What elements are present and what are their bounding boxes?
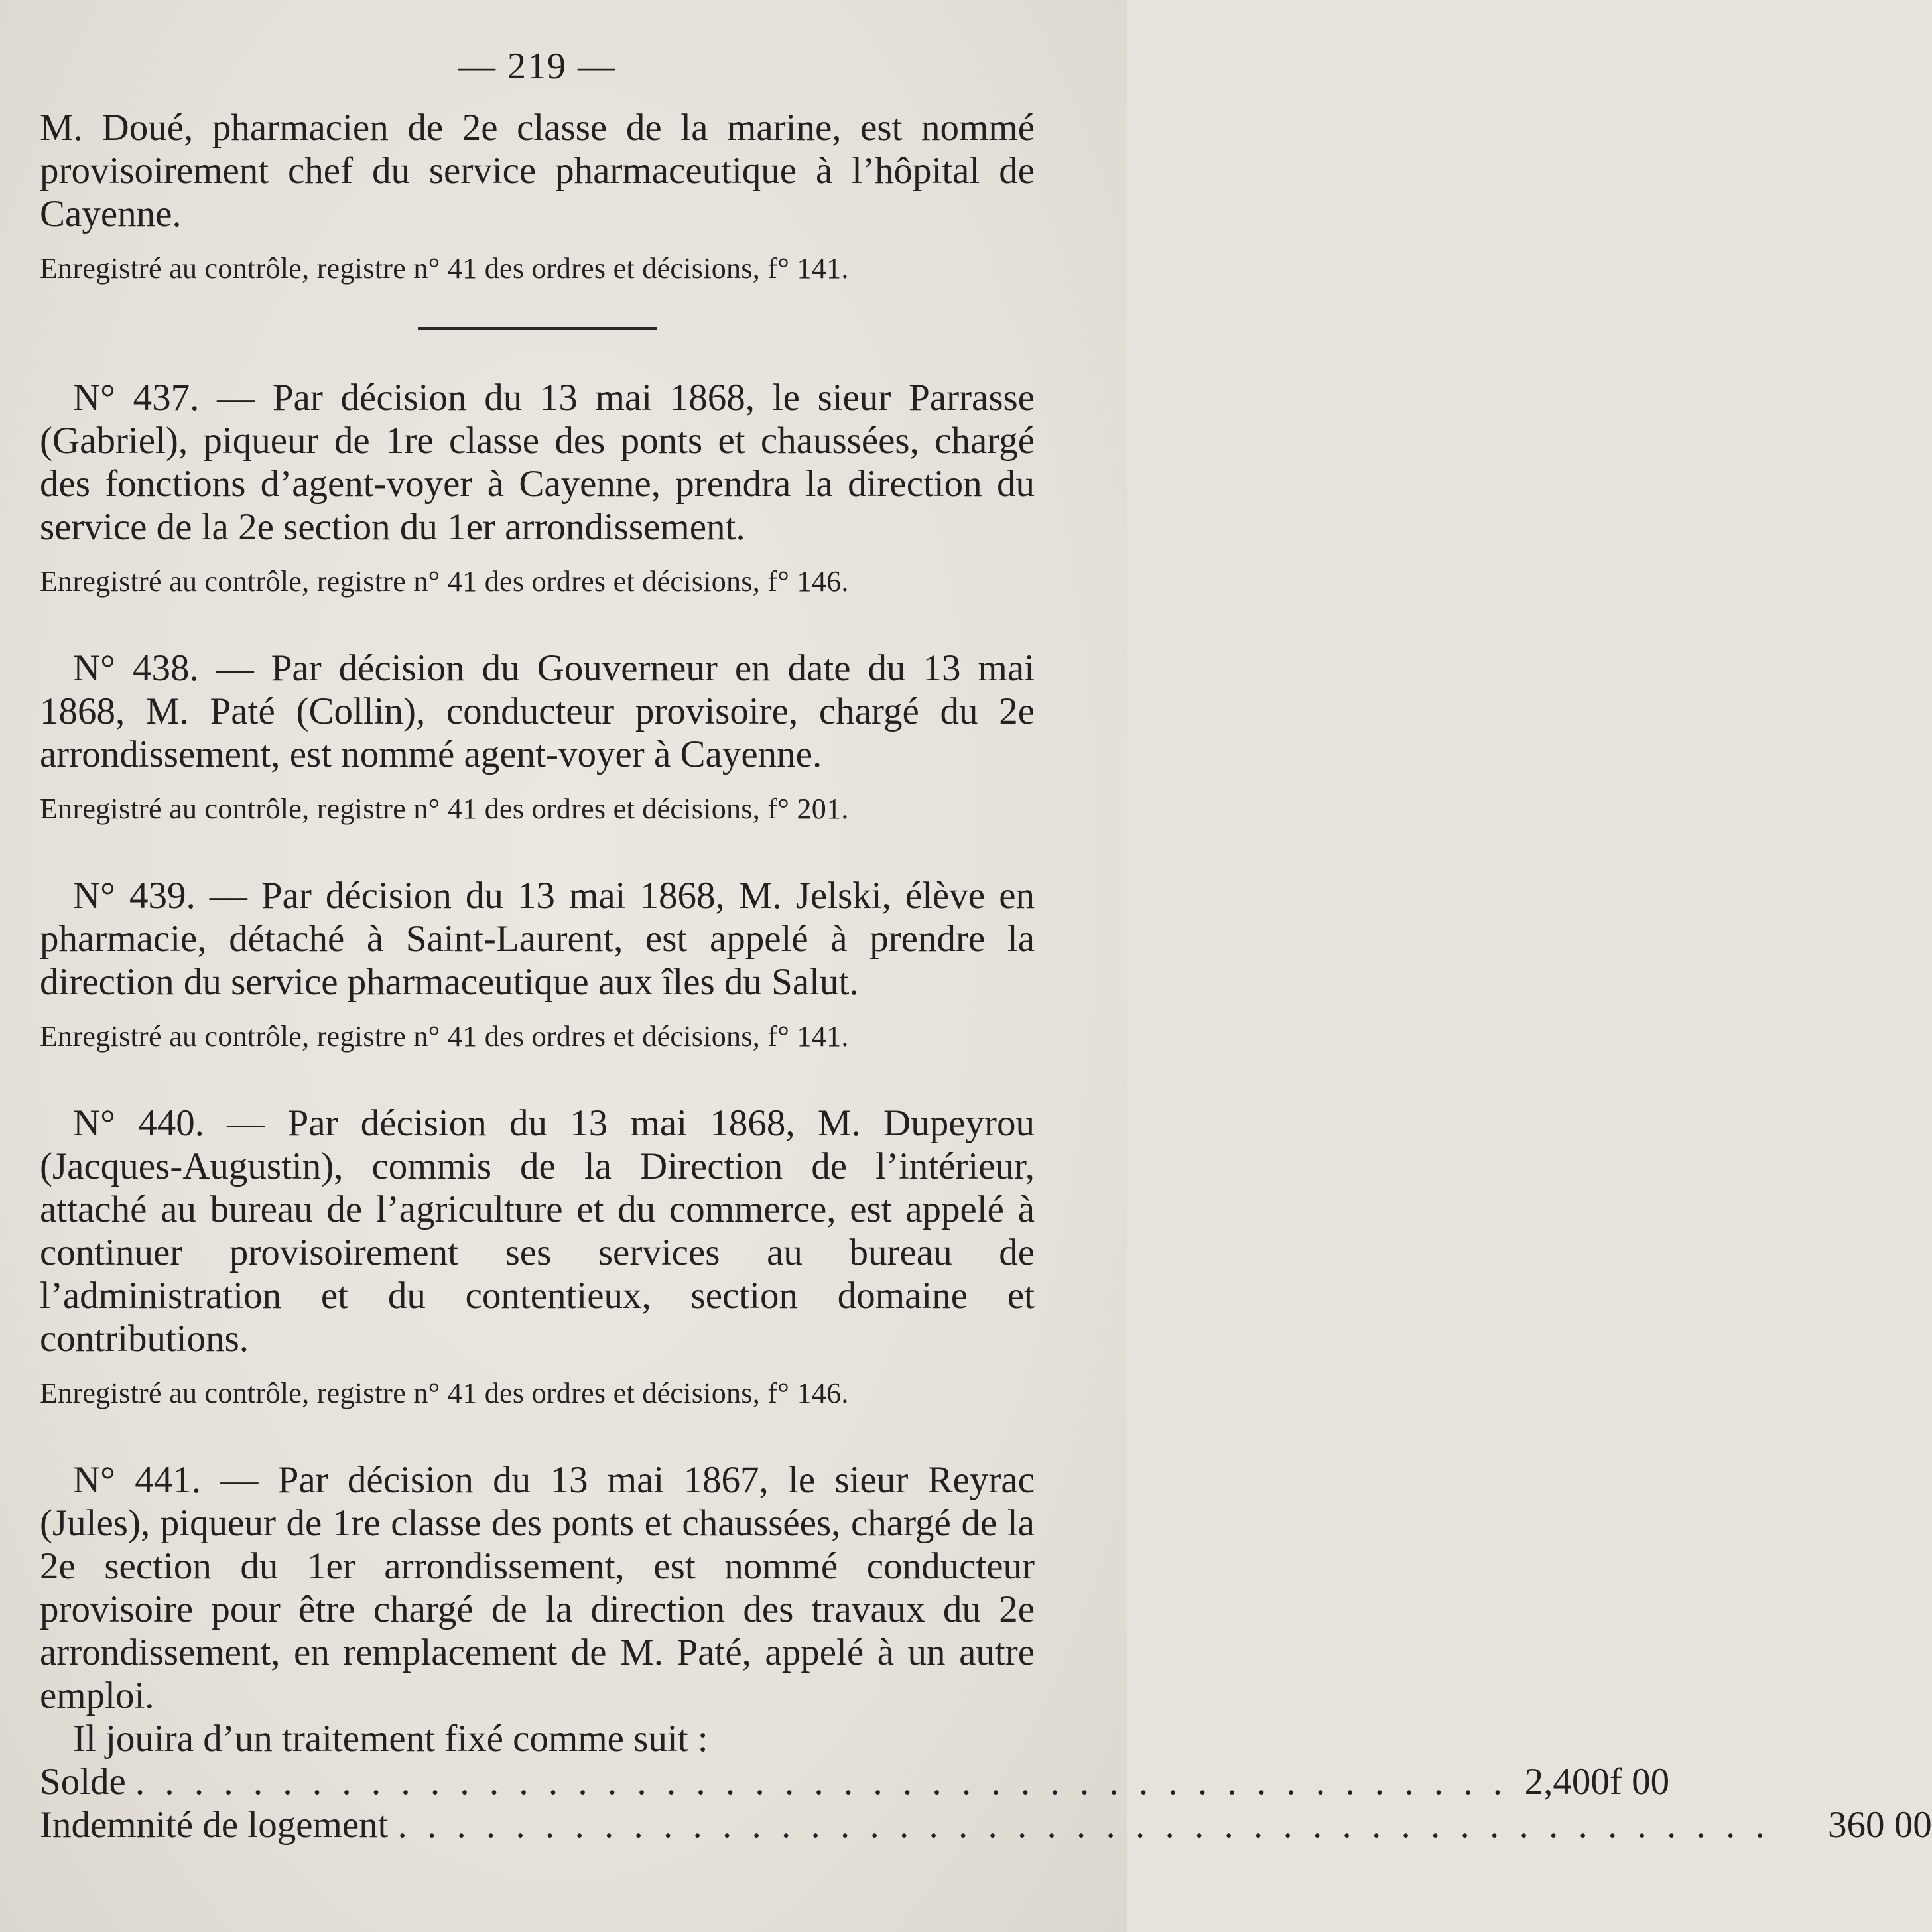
decision-440 (40, 1102, 1035, 1412)
decision-registry-note: Enregistré au contrôle, registre n° 41 des ordres et décisions, f° 146. (40, 1377, 849, 1409)
decision-registry-note: Enregistré au contrôle, registre n° 41 des ordres et décisions, f° 141. (40, 1020, 849, 1053)
decision-441 (40, 1458, 1932, 1846)
decision-body: — Par décision du Gouverneur en date du 13 mai 1868, M. Paté (Collin), conducteur provisoire, chargé du 2e arrondissement, est nommé agent-voyer à Cayenne. (40, 647, 1035, 775)
page-content (40, 40, 1932, 1846)
decision-number: N° 441. (73, 1459, 202, 1501)
salary-intro: Il jouira d’un traitement fixé comme suit : (73, 1718, 708, 1760)
decision-438 (40, 647, 1035, 828)
salary-row-solde (40, 1760, 1670, 1803)
decision-number: N° 437. (73, 377, 200, 419)
dot-leader: . . . . . . . . . . . . . . . . . . . . . . . . . . . . . . . . . . . . . . . . . . . . . . . (397, 1804, 1770, 1846)
salary-label: Indemnité de logement (40, 1804, 389, 1846)
decision-text (40, 647, 1035, 776)
decision-437 (40, 376, 1035, 600)
section-divider (418, 327, 657, 330)
decision-number: N° 440. (73, 1102, 204, 1144)
salary-amount: 360 00 (1828, 1804, 1932, 1846)
decision-registry-note: Enregistré au contrôle, registre n° 41 des ordres et décisions, f° 146. (40, 565, 849, 598)
intro-registry-note: Enregistré au contrôle, registre n° 41 des ordres et décisions, f° 141. (40, 252, 849, 285)
salary-amount: 2,400f 00 (1524, 1761, 1670, 1803)
decision-text (40, 1458, 1035, 1717)
decision-body: — Par décision du 13 mai 1868, M. Dupeyrou (Jacques-Augustin), commis de la Direction de l’intérieur, attaché au bureau de l’agriculture et du commerce, est appelé à continuer provisoirement ses services au bureau de l’administration et du contentieux, section domaine et contributions. (40, 1102, 1035, 1360)
decision-body: — Par décision du 13 mai 1868, le sieur Parrasse (Gabriel), piqueur de 1re classe des ponts et chaussées, chargé des fonctions d’agent-voyer à Cayenne, prendra la direction du service de la 2e section du 1er arrondissement. (40, 377, 1035, 548)
salary-label: Solde (40, 1761, 126, 1803)
intro-paragraph: M. Doué, pharmacien de 2e classe de la marine, est nommé provisoirement chef du service pharmaceutique à l’hôpital de Cayenne. (40, 107, 1035, 235)
decision-body: — Par décision du 13 mai 1867, le sieur Reyrac (Jules), piqueur de 1re classe des ponts et chaussées, chargé de la 2e section du 1er arrondissement, est nommé conducteur provisoire pour être chargé de la direction des travaux du 2e arrondissement, en remplacement de M. Paté, appelé à un autre emploi. (40, 1459, 1035, 1716)
dot-leader: . . . . . . . . . . . . . . . . . . . . . . . . . . . . . . . . . . . . . . . . . . . . . . . (135, 1761, 1508, 1803)
decision-number: N° 439. (73, 875, 196, 917)
page-number: — 219 — (458, 46, 616, 87)
decision-body: — Par décision du 13 mai 1868, M. Jelski, élève en pharmacie, détaché à Saint-Laurent, est appelé à prendre la direction du service pharmaceutique aux îles du Salut. (40, 875, 1035, 1003)
decision-439 (40, 874, 1035, 1055)
decision-text (40, 376, 1035, 548)
decision-text (40, 874, 1035, 1003)
decision-text (40, 1102, 1035, 1360)
decision-number: N° 438. (73, 647, 199, 689)
salary-row-logement (40, 1803, 1932, 1846)
decision-registry-note: Enregistré au contrôle, registre n° 41 des ordres et décisions, f° 201. (40, 793, 849, 825)
